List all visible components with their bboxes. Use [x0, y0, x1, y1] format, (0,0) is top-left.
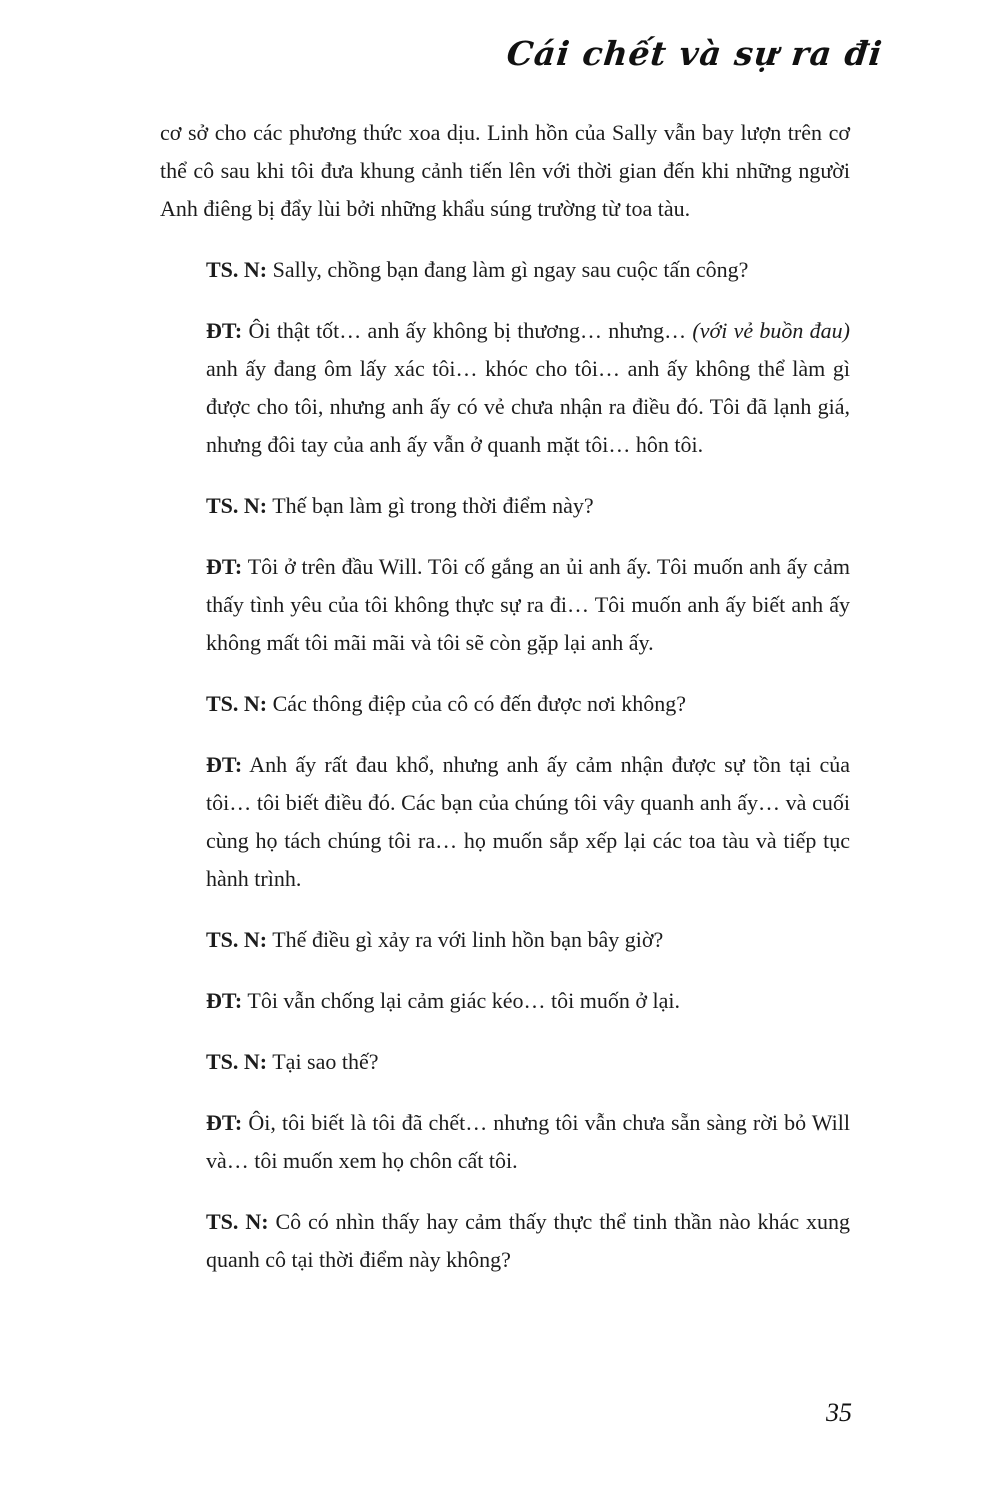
- speaker-label: ĐT:: [206, 554, 243, 579]
- dialogue-text: Ôi thật tốt… anh ấy không bị thương… nhưng…: [248, 318, 693, 343]
- dialogue-paragraph: [206, 982, 850, 1020]
- dialogue-text: anh ấy đang ôm lấy xác tôi… khóc cho tôi… anh ấy không thể làm gì được cho tôi, nhưng anh ấy có vẻ chưa nhận ra điều đó. Tôi đã lạnh giá, nhưng đôi tay của anh ấy vẫn ở quanh mặt tôi… hôn tôi.: [206, 356, 850, 457]
- speaker-label: TS. N:: [206, 493, 268, 518]
- dialogue-paragraph: [206, 1043, 850, 1081]
- dialogue-text: Thế bạn làm gì trong thời điểm này?: [272, 493, 594, 518]
- speaker-label: ĐT:: [206, 752, 243, 777]
- speaker-label: TS. N:: [206, 1049, 268, 1074]
- intro-paragraph: cơ sở cho các phương thức xoa dịu. Linh hồn của Sally vẫn bay lượn trên cơ thể cô sau khi tôi đưa khung cảnh tiến lên với thời gian đến khi những người Anh điêng bị đẩy lùi bởi những khẩu súng trường từ toa tàu.: [160, 120, 850, 221]
- stage-direction: (với vẻ buồn đau): [692, 318, 851, 343]
- dialogue-paragraph: [206, 487, 850, 525]
- dialogue-paragraph: [206, 746, 850, 898]
- dialogue-paragraph: [206, 921, 850, 959]
- dialogue-paragraph: [206, 1203, 850, 1279]
- speaker-label: TS. N:: [206, 691, 268, 716]
- dialogue-paragraph: [206, 1104, 850, 1180]
- speaker-label: TS. N:: [206, 927, 268, 952]
- dialogue-text: Các thông điệp của cô có đến được nơi không?: [272, 691, 686, 716]
- page-content: [160, 114, 850, 1279]
- dialogue-paragraph: [206, 548, 850, 662]
- dialogue-text: Tại sao thế?: [272, 1049, 379, 1074]
- speaker-label: TS. N:: [206, 1209, 269, 1234]
- page-number: 35: [826, 1398, 852, 1427]
- speaker-label: ĐT:: [206, 988, 243, 1013]
- dialogue-text: Cô có nhìn thấy hay cảm thấy thực thể tinh thần nào khác xung quanh cô tại thời điểm này không?: [206, 1209, 850, 1272]
- dialogue-paragraph: [206, 685, 850, 723]
- dialogue-text: Tôi vẫn chống lại cảm giác kéo… tôi muốn ở lại.: [247, 988, 680, 1013]
- dialogue-text: Anh ấy rất đau khổ, nhưng anh ấy cảm nhận được sự tồn tại của tôi… tôi biết điều đó. Các bạn của chúng tôi vây quanh anh ấy… và cuối cùng họ tách chúng tôi ra… họ muốn sắp xếp lại các toa tàu và tiếp tục hành trình.: [206, 752, 850, 891]
- speaker-label: TS. N:: [206, 257, 268, 282]
- dialogue-paragraph: [206, 251, 850, 289]
- speaker-label: ĐT:: [206, 1110, 243, 1135]
- running-head-title: Cái chết và sự ra đi: [504, 34, 885, 73]
- speaker-label: ĐT:: [206, 318, 243, 343]
- dialogue-text: Thế điều gì xảy ra với linh hồn bạn bây giờ?: [272, 927, 664, 952]
- dialogue-text: Sally, chồng bạn đang làm gì ngay sau cuộc tấn công?: [272, 257, 749, 282]
- dialogue-text: Tôi ở trên đầu Will. Tôi cố gắng an ủi anh ấy. Tôi muốn anh ấy cảm thấy tình yêu của tôi không thực sự ra đi… Tôi muốn anh ấy biết anh ấy không mất tôi mãi mãi và tôi sẽ còn gặp lại anh ấy.: [206, 554, 850, 655]
- dialogue-paragraph: [206, 312, 850, 464]
- dialogue-list: [160, 251, 850, 1279]
- dialogue-text: Ôi, tôi biết là tôi đã chết… nhưng tôi vẫn chưa sẵn sàng rời bỏ Will và… tôi muốn xem họ chôn cất tôi.: [206, 1110, 851, 1173]
